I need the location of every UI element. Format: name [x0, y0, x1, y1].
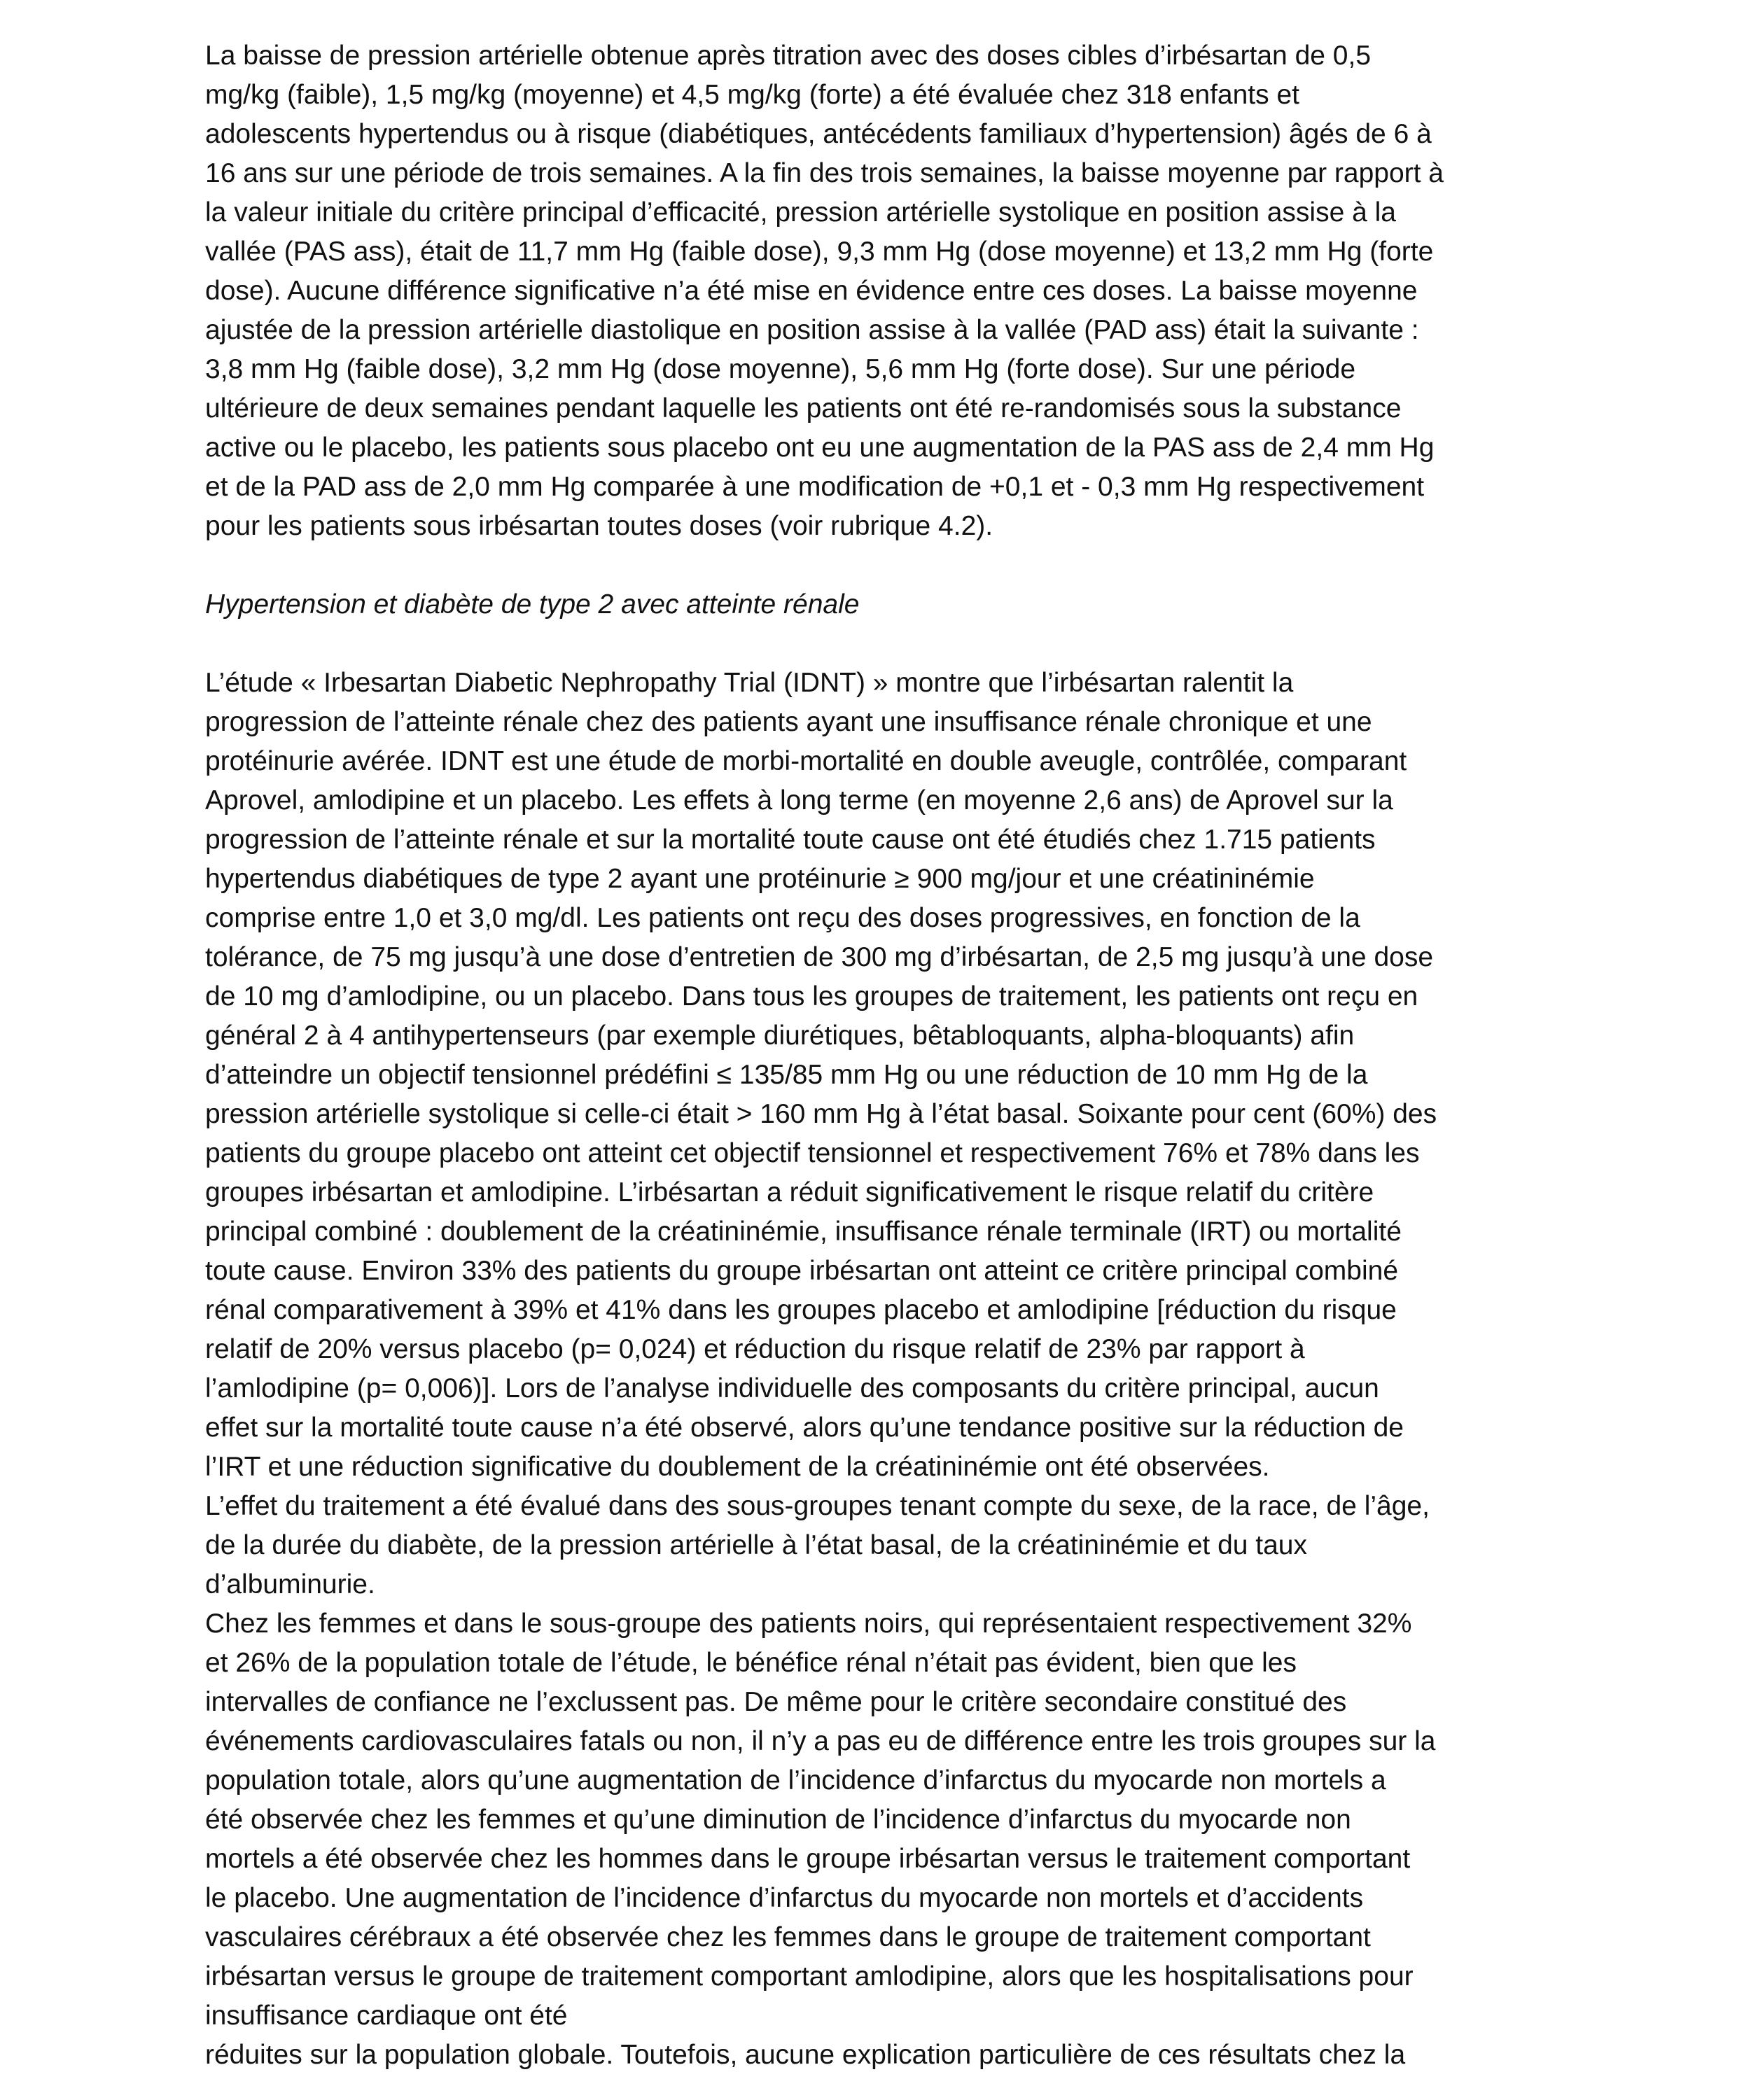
text-line: vallée (PAS ass), était de 11,7 mm Hg (faible dose), 9,3 mm Hg (dose moyenne) et 13,2 mm Hg (forte	[205, 237, 1434, 267]
text-line: réduites sur la population globale. Toutefois, aucune explication particulière de ces résultats chez la	[205, 2040, 1406, 2070]
document-page	[205, 36, 1549, 2075]
paragraph-pediatric-results	[205, 36, 1549, 546]
text-line: population totale, alors qu’une augmentation de l’incidence d’infarctus du myocarde non mortels a	[205, 1765, 1386, 1795]
text-line: intervalles de confiance ne l’exclussent pas. De même pour le critère secondaire constitué des	[205, 1687, 1347, 1717]
text-line: d’albuminurie.	[205, 1569, 375, 1600]
text-line: de la durée du diabète, de la pression artérielle à l’état basal, de la créatininémie et du taux	[205, 1530, 1307, 1560]
text-line: et de la PAD ass de 2,0 mm Hg comparée à une modification de +0,1 et - 0,3 mm Hg respectivement	[205, 472, 1425, 502]
text-line: relatif de 20% versus placebo (p= 0,024) et réduction du risque relatif de 23% par rapport à	[205, 1334, 1305, 1364]
text-line: patients du groupe placebo ont atteint cet objectif tensionnel et respectivement 76% et 78% dans les	[205, 1138, 1420, 1168]
text-line: mg/kg (faible), 1,5 mg/kg (moyenne) et 4,5 mg/kg (forte) a été évaluée chez 318 enfants et	[205, 80, 1299, 110]
text-line: général 2 à 4 antihypertenseurs (par exemple diurétiques, bêtabloquants, alpha-bloquants) afin	[205, 1021, 1355, 1051]
section-heading	[205, 585, 1549, 624]
paragraph-spacer	[205, 624, 1549, 664]
paragraph-spacer	[205, 546, 1549, 585]
text-line: principal combiné : doublement de la créatininémie, insuffisance rénale terminale (IRT) ou mortalité	[205, 1217, 1402, 1247]
text-line: 16 ans sur une période de trois semaines. A la fin des trois semaines, la baisse moyenne par rapport à	[205, 158, 1444, 188]
text-line: dose). Aucune différence significative n’a été mise en évidence entre ces doses. La baisse moyenne	[205, 276, 1418, 306]
text-line: été observée chez les femmes et qu’une diminution de l’incidence d’infarctus du myocarde non	[205, 1805, 1351, 1835]
text-line: et 26% de la population totale de l’étude, le bénéfice rénal n’était pas évident, bien que les	[205, 1648, 1297, 1678]
text-line: active ou le placebo, les patients sous placebo ont eu une augmentation de la PAS ass de 2,4 mm Hg	[205, 433, 1435, 463]
text-line: la valeur initiale du critère principal d’efficacité, pression artérielle systolique en position assise à la	[205, 197, 1396, 227]
text-line: protéinurie avérée. IDNT est une étude de morbi-mortalité en double aveugle, contrôlée, comparant	[205, 746, 1407, 776]
text-line: groupes irbésartan et amlodipine. L’irbésartan a réduit significativement le risque relatif du critère	[205, 1177, 1374, 1208]
text-line: rénal comparativement à 39% et 41% dans les groupes placebo et amlodipine [réduction du risque	[205, 1295, 1397, 1325]
text-line: adolescents hypertendus ou à risque (diabétiques, antécédents familiaux d’hypertension) âgés de 6 à	[205, 119, 1432, 149]
text-line: toute cause. Environ 33% des patients du groupe irbésartan ont atteint ce critère principal combiné	[205, 1256, 1399, 1286]
text-line: progression de l’atteinte rénale chez des patients ayant une insuffisance rénale chronique et une	[205, 707, 1372, 737]
text-line: ultérieure de deux semaines pendant laquelle les patients ont été re-randomisés sous la substance	[205, 393, 1402, 424]
text-line: Aprovel, amlodipine et un placebo. Les effets à long terme (en moyenne 2,6 ans) de Aprovel sur la	[205, 785, 1393, 816]
text-line: l’amlodipine (p= 0,006)]. Lors de l’analyse individuelle des composants du critère principal, aucun	[205, 1373, 1379, 1404]
text-line: ajustée de la pression artérielle diastolique en position assise à la vallée (PAD ass) était la suivante :	[205, 315, 1419, 345]
text-line: d’atteindre un objectif tensionnel prédéfini ≤ 135/85 mm Hg ou une réduction de 10 mm Hg de la	[205, 1060, 1368, 1090]
text-line: effet sur la mortalité toute cause n’a été observé, alors qu’une tendance positive sur la réduction de	[205, 1413, 1404, 1443]
text-line: pression artérielle systolique si celle-ci était > 160 mm Hg à l’état basal. Soixante pour cent (60%) des	[205, 1099, 1437, 1129]
text-line: insuffisance cardiaque ont été	[205, 2001, 568, 2031]
text-line: L’effet du traitement a été évalué dans des sous-groupes tenant compte du sexe, de la race, de l’âge,	[205, 1491, 1430, 1521]
text-line: Chez les femmes et dans le sous-groupe des patients noirs, qui représentaient respectivement 32%	[205, 1609, 1412, 1639]
text-line: l’IRT et une réduction significative du doublement de la créatininémie ont été observées.	[205, 1452, 1270, 1482]
text-line: mortels a été observée chez les hommes dans le groupe irbésartan versus le traitement comportant	[205, 1844, 1411, 1874]
paragraph-idnt-study	[205, 664, 1549, 1487]
text-line: L’étude « Irbesartan Diabetic Nephropathy Trial (IDNT) » montre que l’irbésartan ralentit la	[205, 668, 1294, 698]
text-line: pour les patients sous irbésartan toutes doses (voir rubrique 4.2).	[205, 511, 993, 541]
text-line: vasculaires cérébraux a été observée chez les femmes dans le groupe de traitement comportant	[205, 1922, 1371, 1952]
text-line: La baisse de pression artérielle obtenue après titration avec des doses cibles d’irbésartan de 0,5	[205, 41, 1372, 71]
text-line: 3,8 mm Hg (faible dose), 3,2 mm Hg (dose moyenne), 5,6 mm Hg (forte dose). Sur une période	[205, 354, 1356, 384]
text-line: le placebo. Une augmentation de l’incidence d’infarctus du myocarde non mortels et d’accidents	[205, 1883, 1364, 1913]
paragraph-women-black-patients	[205, 1604, 1549, 2075]
text-line: progression de l’atteinte rénale et sur la mortalité toute cause ont été étudiés chez 1.715 patients	[205, 825, 1376, 855]
paragraph-subgroups	[205, 1487, 1549, 1604]
text-line: irbésartan versus le groupe de traitement comportant amlodipine, alors que les hospitalisations pour	[205, 1961, 1414, 1991]
text-line: événements cardiovasculaires fatals ou non, il n’y a pas eu de différence entre les trois groupes sur la	[205, 1726, 1436, 1756]
text-line: tolérance, de 75 mg jusqu’à une dose d’entretien de 300 mg d’irbésartan, de 2,5 mg jusqu’à une dose	[205, 942, 1434, 972]
text-line: comprise entre 1,0 et 3,0 mg/dl. Les patients ont reçu des doses progressives, en fonction de la	[205, 903, 1360, 933]
section-heading-text: Hypertension et diabète de type 2 avec atteinte rénale	[205, 589, 860, 620]
text-line: hypertendus diabétiques de type 2 ayant une protéinurie ≥ 900 mg/jour et une créatininémie	[205, 864, 1315, 894]
text-line: de 10 mg d’amlodipine, ou un placebo. Dans tous les groupes de traitement, les patients ont reçu en	[205, 981, 1418, 1011]
